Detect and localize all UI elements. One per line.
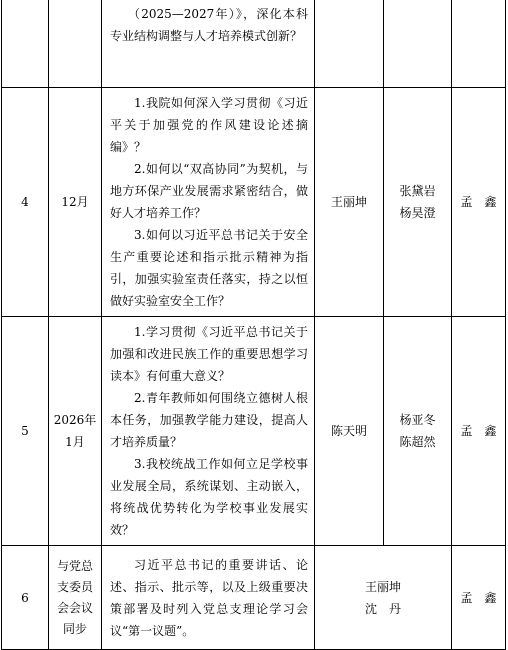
time-cell [49, 546, 102, 650]
time-line: 会会议 [56, 600, 93, 615]
time-cell [49, 317, 102, 546]
person-name: 沈 丹 [364, 601, 401, 616]
person-name: 王丽坤 [364, 579, 401, 594]
time-cell [49, 0, 102, 88]
topic-item: 2.青年教师如何围绕立德树人根本任务，加强教学能力建设，提高人才培养质量？ [110, 391, 308, 449]
topic-text: （2025—2027年）》，深化本科专业结构调整与人才培养模式创新？ [110, 7, 308, 43]
study-schedule-table [1, 0, 506, 650]
topic-cell [102, 546, 315, 650]
topic-item: 1.我院如何深入学习贯彻《习近平关于加强党的作风建设论述摘编》？ [110, 96, 308, 154]
speakers-cell [384, 88, 452, 317]
speakers-cell [384, 317, 452, 546]
row-number-cell: 5 [2, 317, 49, 546]
row-number-cell: 6 [2, 546, 49, 650]
speaker-name: 张黛岩 [399, 184, 436, 198]
row-number-cell [2, 0, 49, 88]
time-line: 2026年 [53, 413, 97, 427]
topic-item: 3.如何以习近平总书记关于安全生产重要论述和指示批示精神为指引，加强实验室责任落实，持之以恒做好实验室安全工作？ [110, 228, 308, 308]
topic-item: 习近平总书记的重要讲话、论述、指示、批示等，以及上级重要决策部署及时列入党总支理论学习会议“第一议题”。 [110, 557, 308, 638]
time-line: 同步 [62, 621, 87, 636]
table-row [2, 546, 506, 650]
lead-cell: 王丽坤 [315, 88, 384, 317]
lead-cell [315, 0, 384, 88]
table-row [2, 317, 506, 546]
time-line: 1月 [65, 435, 85, 449]
table-row [2, 0, 506, 88]
time-line: 支委员 [56, 579, 93, 594]
lead-speakers-merged-cell [315, 546, 452, 650]
topic-item: 3.我校统战工作如何立足学校事业发展全局，系统谋划、主动嵌入，将统战优势转化为学校事业发展实效？ [110, 457, 308, 537]
speakers-cell [384, 0, 452, 88]
table-row [2, 88, 506, 317]
topic-cell [102, 317, 315, 546]
host-cell: 孟 鑫 [452, 88, 506, 317]
speaker-name: 杨昊澄 [399, 206, 436, 220]
time-line: 与党总 [56, 558, 93, 573]
topic-item: 2.如何以“双高协同”为契机，与地方环保产业发展需求紧密结合，做好人才培养工作？ [110, 162, 308, 220]
host-cell: 孟 鑫 [452, 317, 506, 546]
topic-item: 1.学习贯彻《习近平总书记关于加强和改进民族工作的重要思想学习读本》有何重大意义？ [110, 325, 308, 383]
lead-cell: 陈天明 [315, 317, 384, 546]
speaker-name: 陈超然 [399, 435, 436, 449]
host-cell: 孟 鑫 [452, 546, 506, 650]
speaker-name: 杨亚冬 [399, 413, 436, 427]
topic-cell [102, 0, 315, 88]
host-cell [452, 0, 506, 88]
row-number-cell: 4 [2, 88, 49, 317]
topic-cell [102, 88, 315, 317]
time-cell: 12月 [49, 88, 102, 317]
